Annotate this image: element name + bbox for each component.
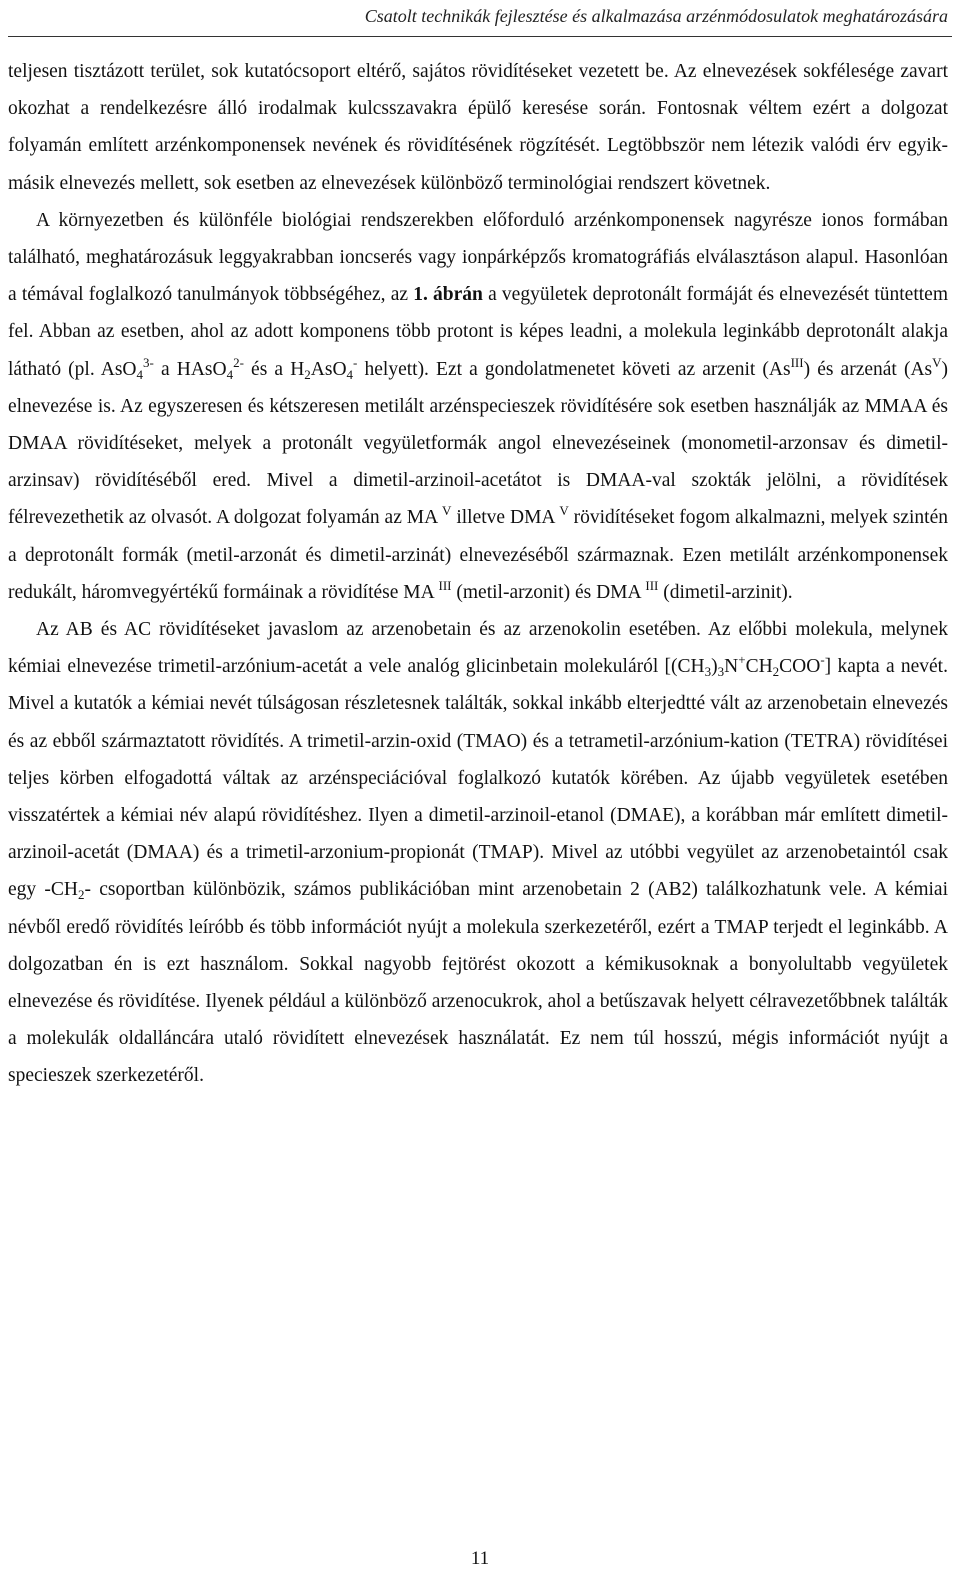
text-run: Az AB és AC rövidítéseket javaslom az arzenobetain és az arzenokolin esetében. Az előbbi molekula, melynek kémiai elnevezése trimetil-arzónium-acetát a vele analóg glicinbetain molekuláról xyxy=(8,619,948,678)
formula-as-v: $As^V$ xyxy=(910,354,942,380)
page-number: 11 xyxy=(470,1548,490,1569)
text-run: csoportban különbözik, számos publikációban mint arzenobetain 2 (AB2) találkozhatunk vele. A kémiai névből eredő rövidítés leíróbb és több információt nyújt a molekula szerkezetéről, ezért a TMAP terjedt el leginkább. A dolgozatban én is ezt használom. Sokkal nagyobb fejtörést okozott a kémikusoknak a bonyolultabb vegyületek elnevezése és rövidítése. Ilyenek például a különböző arzenocukrok, ahol a betűszavak helyett célravezetőbbnek találták a molekulák oldalláncára utaló rövidített elnevezések használatát. Ez nem túl hosszú, mégis információt nyújt a specieszek szerkezetéről. xyxy=(8,879,949,1087)
text-run: (dimetil-arzinit). xyxy=(658,581,793,603)
text-run: (metil-arzonit) és xyxy=(451,581,597,603)
abbr-ma-v: MA $^V$ xyxy=(406,503,452,529)
text-run: és a xyxy=(243,358,291,380)
text-run: rövidítéseket fogom alkalmazni, melyek szintén a deprotonált formák (metil-arzonát és dimetil-arzinát) elnevezéséből származnak. Ezen metilált arzénkomponensek redukált, háromvegyértékű formáinak a rövidítése xyxy=(8,507,948,603)
text-run: ) és arzenát ( xyxy=(803,358,911,380)
abbr-ma-iii: MA $^{III}$ xyxy=(403,577,452,603)
text-run: illetve xyxy=(451,507,510,529)
abbr-dma-v: DMA $^V$ xyxy=(510,503,569,529)
formula-glycine-betaine: $[(CH_3)_3N^+CH_2COO^-]$ xyxy=(664,652,832,680)
formula-methylene: $-CH_2-$ xyxy=(44,879,91,903)
body-text xyxy=(8,53,948,1095)
text-run: A környezetben és különféle biológiai rendszerekben előforduló arzénkomponensek nagyrésze ionos formában található, meghatározásuk leggyakrabban ioncserés vagy ionpárképzős kromatográfiás elválasztáson alapul. Hasonlóan a témával foglalkozó tanulmányok többségéhez, az xyxy=(8,209,948,306)
header-divider xyxy=(8,36,952,37)
paragraph-2 xyxy=(8,202,948,611)
text-run: teljesen tisztázott terület, sok kutatócsoport eltérő, sajátos rövidítéseket vezetett be. Az elnevezések sokfélesége zavart okozhat a rendelkezésre álló irodalmak kulcsszavakra épülő keresése során. Fontosnak véltem ezért a dolgozat folyamán említett arzénkomponensek nevének és rövidítésének rögzítését. Legtöbbször nem létezik valódi érv egyik-másik elnevezés mellett, sok esetben az elnevezések különböző terminológiai rendszert követnek. xyxy=(8,61,948,194)
text-run: a vegyületek deprotonált formáját és elnevezését tüntettem fel. Abban az esetben, ahol az adott komponens több protont is képes leadni, a molekula leginkább deprotonált alakja látható (pl. xyxy=(8,284,948,380)
formula-hydrogen-arsenate: HAsO$_4^{2-}$ xyxy=(176,354,244,382)
text-run: helyett). Ezt a gondolatmenetet követi az arzenit ( xyxy=(357,358,769,380)
figure-reference: 1. ábrán xyxy=(413,284,483,306)
formula-arsenate: AsO$_4^{3-}$ xyxy=(100,354,154,382)
paragraph-3 xyxy=(8,611,948,1095)
abbr-dma-iii: DMA $^{III}$ xyxy=(596,577,659,603)
formula-as-iii: $As^{III}$ xyxy=(768,354,804,380)
text-run: a xyxy=(153,358,177,380)
formula-dihydrogen-arsenate: $H_2AsO_4^-$ xyxy=(290,354,358,382)
text-run: kapta a nevét. Mivel a kutatók a kémiai nevét túlságosan részletesnek találták, sokkal inkább elterjedtté vált az arzenobetain elnevezés és az ebből származtatott rövidítés. A trimetil-arzin-oxid (TMAO) és a tetrametil-arzónium-kation (TETRA) rövidítései teljes körben elfogadottá váltak az arzénspeciációval foglalkozó kutatók körében. Az újabb vegyületek esetében visszatértek a kémiai név alapú rövidítéshez. Ilyen a dimetil-arzinoil-etanol (DMAE), a korábban már említett dimetil-arzinoil-acetát (DMAA) és a trimetil-arzonium-propionát (TMAP). Mivel az utóbbi vegyület az arzenobetaintól csak egy xyxy=(8,656,948,901)
text-run: ) elnevezése is. Az egyszeresen és kétszeresen metilált arzénspecieszek rövidítésére sok esetben használják az MMAA és DMAA rövidítéseket, melyek a protonált vegyületformák angol elnevezéseinek (monometil-arzonsav és dimetil-arzinsav) rövidítéséből ered. Mivel a dimetil-arzinoil-acetátot is DMAA-val szokták jelölni, a rövidítések félrevezethetik az olvasót. A dolgozat folyamán az xyxy=(8,358,949,529)
running-header: Csatolt technikák fejlesztése és alkalmazása arzénmódosulatok meghatározására xyxy=(364,6,948,26)
paragraph-1 xyxy=(8,53,948,202)
